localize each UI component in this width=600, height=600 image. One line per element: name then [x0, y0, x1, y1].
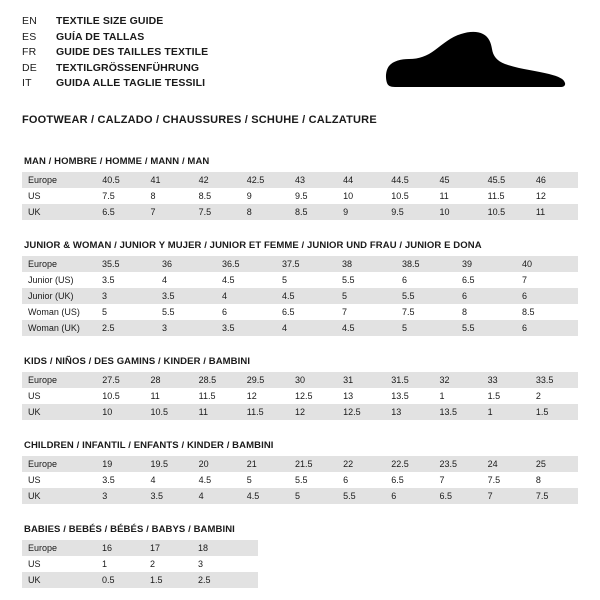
- section-title: BABIES / BEBÉS / BÉBÉS / BABYS / BAMBINI: [24, 524, 235, 535]
- language-row: [22, 30, 208, 46]
- section-kids: [22, 356, 578, 420]
- cell: 10.5: [96, 388, 144, 404]
- cell: 5: [336, 288, 396, 304]
- cell: 13: [385, 404, 433, 420]
- cell: 6.5: [276, 304, 336, 320]
- table-row: [22, 172, 578, 188]
- language-code: ES: [22, 30, 37, 43]
- cell: 4.5: [336, 320, 396, 336]
- table-row: [22, 288, 578, 304]
- cell: 5: [96, 304, 156, 320]
- cell: 3.5: [96, 272, 156, 288]
- language-code: EN: [22, 15, 37, 27]
- row-label: Junior (US): [22, 272, 96, 288]
- cell: 39: [456, 256, 516, 272]
- cell: 4: [276, 320, 336, 336]
- row-label: US: [22, 556, 96, 572]
- cell: 19.5: [144, 456, 192, 472]
- section-children: [22, 440, 578, 504]
- section-man: [22, 156, 578, 220]
- cell: 42: [193, 172, 241, 188]
- cell: 30: [289, 372, 337, 388]
- cell: 12.5: [337, 404, 385, 420]
- cell: 6: [396, 272, 456, 288]
- cell: 5: [241, 472, 289, 488]
- row-label: Junior (UK): [22, 288, 96, 304]
- cell: 5: [396, 320, 456, 336]
- cell: 4.5: [193, 472, 241, 488]
- cell: 41: [144, 172, 192, 188]
- dress-shoe-icon: [374, 22, 574, 100]
- cell: 40.5: [96, 172, 144, 188]
- cell: 1.5: [482, 388, 530, 404]
- language-code: IT: [22, 77, 32, 89]
- cell: 25: [530, 456, 578, 472]
- table-row: [22, 404, 578, 420]
- cell: 11: [433, 188, 481, 204]
- cell: 1.5: [530, 404, 578, 420]
- size-table-babies: [22, 540, 258, 588]
- cell: 8: [144, 188, 192, 204]
- cell: 6.5: [433, 488, 481, 504]
- cell: 38.5: [396, 256, 456, 272]
- cell: 6.5: [96, 204, 144, 220]
- cell: 19: [96, 456, 144, 472]
- cell: 7: [482, 488, 530, 504]
- cell: 8.5: [193, 188, 241, 204]
- language-title: GUIDE DES TAILLES TEXTILE: [56, 46, 209, 58]
- row-label: US: [22, 188, 96, 204]
- cell: 22.5: [385, 456, 433, 472]
- table-row: [22, 256, 578, 272]
- cell: 28.5: [193, 372, 241, 388]
- category-title: FOOTWEAR / CALZADO / CHAUSSURES / SCHUHE / CALZATURE: [22, 114, 377, 126]
- cell: 2.5: [96, 320, 156, 336]
- table-row: [22, 556, 258, 572]
- cell: 5.5: [456, 320, 516, 336]
- row-label: Europe: [22, 372, 96, 388]
- cell: 3.5: [96, 472, 144, 488]
- cell: 2: [144, 556, 192, 572]
- section-title: JUNIOR & WOMAN / JUNIOR Y MUJER / JUNIOR ET FEMME / JUNIOR UND FRAU / JUNIOR E DONA: [24, 240, 482, 251]
- cell: 4.5: [216, 272, 276, 288]
- cell: 1.5: [144, 572, 192, 588]
- cell: 11: [144, 388, 192, 404]
- cell: 8: [456, 304, 516, 320]
- cell: 13.5: [433, 404, 481, 420]
- cell: 6: [516, 288, 578, 304]
- cell: 6: [456, 288, 516, 304]
- cell: 21.5: [289, 456, 337, 472]
- language-row: [22, 61, 208, 77]
- cell: 11: [530, 204, 578, 220]
- cell: 16: [96, 540, 144, 556]
- cell: 42.5: [241, 172, 289, 188]
- cell: 23.5: [433, 456, 481, 472]
- cell: 1: [433, 388, 481, 404]
- cell: 2: [530, 388, 578, 404]
- section-title: KIDS / NIÑOS / DES GAMINS / KINDER / BAMBINI: [24, 356, 251, 367]
- table-row: [22, 188, 578, 204]
- cell: 8: [241, 204, 289, 220]
- cell: 7.5: [530, 488, 578, 504]
- table-row: [22, 388, 578, 404]
- cell: 6.5: [385, 472, 433, 488]
- cell: 20: [193, 456, 241, 472]
- cell: 1: [96, 556, 144, 572]
- cell: 7.5: [482, 472, 530, 488]
- cell: 5.5: [396, 288, 456, 304]
- cell: 38: [336, 256, 396, 272]
- language-title-list: [22, 14, 208, 92]
- cell: 44: [337, 172, 385, 188]
- cell: 36.5: [216, 256, 276, 272]
- row-label: Woman (US): [22, 304, 96, 320]
- cell: 3.5: [156, 288, 216, 304]
- table-row: [22, 488, 578, 504]
- cell: 11.5: [482, 188, 530, 204]
- cell: 4.5: [241, 488, 289, 504]
- table-row: [22, 540, 258, 556]
- row-label: Europe: [22, 172, 96, 188]
- size-table-children: [22, 456, 578, 504]
- language-title: TEXTILGRÖSSENFÜHRUNG: [56, 61, 200, 74]
- cell: 10.5: [482, 204, 530, 220]
- language-code: DE: [22, 61, 37, 74]
- table-row: [22, 272, 578, 288]
- cell: 12: [530, 188, 578, 204]
- row-label: UK: [22, 404, 96, 420]
- cell: 7: [144, 204, 192, 220]
- cell: 5.5: [156, 304, 216, 320]
- cell: 2.5: [192, 572, 258, 588]
- cell: 18: [192, 540, 258, 556]
- page-header: [22, 14, 578, 100]
- cell: 29.5: [241, 372, 289, 388]
- cell: 12: [241, 388, 289, 404]
- section-junior-woman: [22, 240, 578, 336]
- cell: 7: [433, 472, 481, 488]
- cell: 27.5: [96, 372, 144, 388]
- cell: 10: [96, 404, 144, 420]
- cell: 4.5: [276, 288, 336, 304]
- cell: 21: [241, 456, 289, 472]
- cell: 7: [336, 304, 396, 320]
- cell: 4: [156, 272, 216, 288]
- row-label: Europe: [22, 540, 96, 556]
- cell: 10: [337, 188, 385, 204]
- cell: 6: [516, 320, 578, 336]
- language-title: GUÍA DE TALLAS: [56, 30, 145, 43]
- cell: 8: [530, 472, 578, 488]
- table-row: [22, 320, 578, 336]
- cell: 11: [193, 404, 241, 420]
- cell: 3.5: [144, 488, 192, 504]
- table-row: [22, 372, 578, 388]
- size-table-kids: [22, 372, 578, 420]
- cell: 7.5: [193, 204, 241, 220]
- cell: 24: [482, 456, 530, 472]
- language-row: [22, 45, 208, 61]
- cell: 6: [216, 304, 276, 320]
- cell: 8.5: [289, 204, 337, 220]
- cell: 13: [337, 388, 385, 404]
- language-title: GUIDA ALLE TAGLIE TESSILI: [56, 77, 206, 89]
- cell: 5.5: [336, 272, 396, 288]
- cell: 9: [241, 188, 289, 204]
- cell: 35.5: [96, 256, 156, 272]
- cell: 7.5: [396, 304, 456, 320]
- cell: 10.5: [385, 188, 433, 204]
- cell: 36: [156, 256, 216, 272]
- table-row: [22, 472, 578, 488]
- cell: 11.5: [241, 404, 289, 420]
- cell: 4: [144, 472, 192, 488]
- cell: 33.5: [530, 372, 578, 388]
- cell: 12: [289, 404, 337, 420]
- cell: 11.5: [193, 388, 241, 404]
- cell: 45.5: [482, 172, 530, 188]
- cell: 5.5: [289, 472, 337, 488]
- cell: 43: [289, 172, 337, 188]
- cell: 22: [337, 456, 385, 472]
- language-row: [22, 14, 208, 30]
- language-title: TEXTILE SIZE GUIDE: [56, 15, 164, 27]
- table-row: [22, 456, 578, 472]
- size-table-junior-woman: [22, 256, 578, 336]
- cell: 3: [156, 320, 216, 336]
- cell: 6: [337, 472, 385, 488]
- row-label: Europe: [22, 456, 96, 472]
- cell: 3: [96, 488, 144, 504]
- row-label: Europe: [22, 256, 96, 272]
- cell: 6: [385, 488, 433, 504]
- cell: 1: [482, 404, 530, 420]
- row-label: US: [22, 472, 96, 488]
- size-table-man: [22, 172, 578, 220]
- cell: 3: [96, 288, 156, 304]
- cell: 44.5: [385, 172, 433, 188]
- cell: 31: [337, 372, 385, 388]
- cell: 17: [144, 540, 192, 556]
- cell: 8.5: [516, 304, 578, 320]
- section-title: MAN / HOMBRE / HOMME / MANN / MAN: [24, 156, 210, 167]
- row-label: US: [22, 388, 96, 404]
- cell: 5: [289, 488, 337, 504]
- row-label: Woman (UK): [22, 320, 96, 336]
- table-row: [22, 572, 258, 588]
- row-label: UK: [22, 572, 96, 588]
- cell: 28: [144, 372, 192, 388]
- cell: 4: [193, 488, 241, 504]
- cell: 33: [482, 372, 530, 388]
- row-label: UK: [22, 488, 96, 504]
- table-row: [22, 204, 578, 220]
- cell: 10.5: [144, 404, 192, 420]
- cell: 6.5: [456, 272, 516, 288]
- cell: 46: [530, 172, 578, 188]
- cell: 13.5: [385, 388, 433, 404]
- cell: 12.5: [289, 388, 337, 404]
- cell: 40: [516, 256, 578, 272]
- section-babies: [22, 524, 578, 588]
- cell: 3.5: [216, 320, 276, 336]
- cell: 9: [337, 204, 385, 220]
- cell: 7.5: [96, 188, 144, 204]
- cell: 9.5: [385, 204, 433, 220]
- cell: 7: [516, 272, 578, 288]
- cell: 3: [192, 556, 258, 572]
- language-row: [22, 76, 208, 92]
- cell: 32: [433, 372, 481, 388]
- row-label: UK: [22, 204, 96, 220]
- cell: 37.5: [276, 256, 336, 272]
- cell: 9.5: [289, 188, 337, 204]
- cell: 5: [276, 272, 336, 288]
- table-row: [22, 304, 578, 320]
- cell: 31.5: [385, 372, 433, 388]
- language-code: FR: [22, 46, 37, 58]
- cell: 0.5: [96, 572, 144, 588]
- section-title: CHILDREN / INFANTIL / ENFANTS / KINDER / BAMBINI: [24, 440, 274, 451]
- cell: 45: [433, 172, 481, 188]
- cell: 10: [433, 204, 481, 220]
- cell: 4: [216, 288, 276, 304]
- cell: 5.5: [337, 488, 385, 504]
